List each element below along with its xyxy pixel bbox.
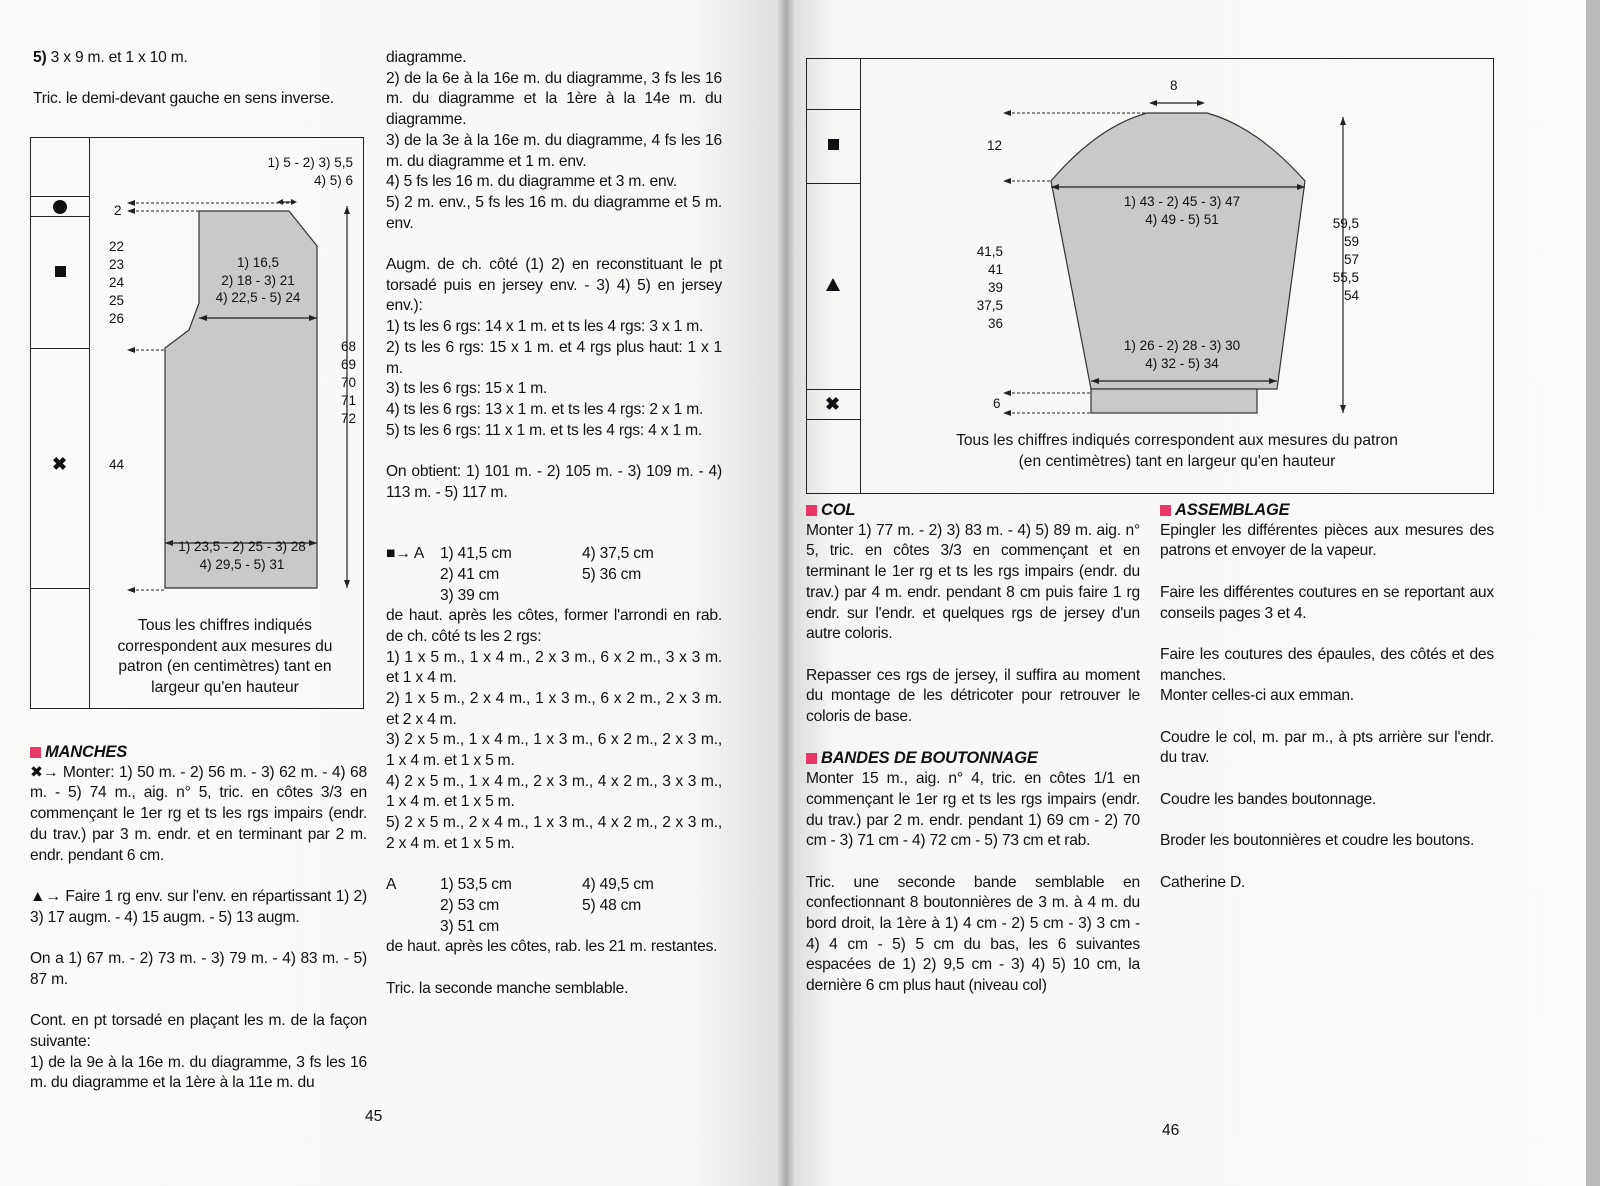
- label-12: 12: [987, 138, 1003, 153]
- bandes-p1: Monter 15 m., aig. n° 4, tric. en côtes 1/1 en commençant le 1er rg et ts les rgs impairs (endr. du trav.) par 2 m. endr. pendant 1) 69 cm - 2) 70 cm - 3) 71 cm - 4) 72 cm - 5) 73 cm et rab.: [806, 770, 1140, 850]
- bottom-width-label: 1) 23,5 - 2) 25 - 3) 28 4) 29,5 - 5) 31: [178, 539, 306, 572]
- col2-restantes: de haut. après les côtes, rab. les 21 m. restantes.: [386, 938, 718, 956]
- manches-p1: ✖→ Monter: 1) 50 m. - 2) 56 m. - 3) 62 m. - 4) 68 m. - 5) 74 m., aig. n° 5, tric. en côtes 3/3 en commençant le 1er rg et ts les rgs impairs (endr. du trav.) par 3 m. endr. et en terminant par 2 m. endr. pendant 6 cm.: [30, 763, 367, 864]
- manches-p5: 1) de la 9e à la 16e m. du diagramme, 3 fs les 16 m. du diagramme et la 1ère à la 11e m. du: [30, 1053, 367, 1092]
- book-edge: [1586, 0, 1600, 1186]
- front-diagram-box: [30, 137, 364, 709]
- label-6: 6: [993, 396, 1001, 411]
- signature: Catherine D.: [1160, 873, 1246, 891]
- left-top-line: 5) 3 x 9 m. et 1 x 10 m.: [33, 49, 188, 66]
- assemblage-p4: Monter celles-ci aux emman.: [1160, 687, 1354, 705]
- assemblage-p5: Coudre le col, m. par m., à pts arrière sur l'endr. du trav.: [1160, 728, 1494, 767]
- left-rows-label: 22 23 24 25 26: [109, 239, 125, 326]
- diagram-caption: Tous les chiffres indiqués correspondent aux mesures du patron (en centimètres) tant en largeur qu'en hauteur: [117, 617, 333, 697]
- col2-r3: 3) 2 x 5 m., 1 x 4 m., 1 x 3 m., 6 x 2 m., 2 x 3 m., 1 x 4 m. et 1 x 5 m.: [386, 731, 722, 770]
- col2-c4: 4) 5 fs les 16 m. du diagramme et 3 m. env.: [386, 173, 677, 191]
- col2-r2: 2) 1 x 5 m., 2 x 4 m., 1 x 3 m., 6 x 2 m., 2 x 3 m. et 2 x 4 m.: [386, 689, 722, 728]
- bandes-heading: BANDES DE BOUTONNAGE: [806, 748, 1140, 769]
- label-2: 2: [114, 203, 122, 218]
- col2-c5: 5) 2 m. env., 5 fs les 16 m. du diagramme et 5 m. env.: [386, 193, 722, 232]
- page-number-right: 46: [1162, 1122, 1180, 1139]
- manches-p2: ▲→ Faire 1 rg env. sur l'env. en répartissant 1) 2) 3) 17 augm. - 4) 15 augm. - 5) 13 augm.: [30, 887, 367, 926]
- cross-icon: ✖: [52, 454, 68, 474]
- label-8: 8: [1170, 78, 1178, 93]
- upper-width-label: 1) 43 - 2) 45 - 3) 47 4) 49 - 5) 51: [1123, 194, 1241, 227]
- section-marker-icon: [1160, 505, 1171, 516]
- col2-a1: 1) ts les 6 rgs: 14 x 1 m. et ts les 4 rgs: 3 x 1 m.: [386, 318, 704, 336]
- col2-arrondi: de haut. après les côtes, former l'arrondi en rab. de ch. côté ts les 2 rgs:: [386, 607, 722, 645]
- assemblage-p6: Coudre les bandes boutonnage.: [1160, 790, 1377, 808]
- col2-augm: Augm. de ch. côté (1) 2) en reconstituant le pt torsadé puis en jersey env. - 3) 4) 5) en jersey env.):: [386, 256, 722, 315]
- page-number-left: 45: [365, 1108, 383, 1125]
- col2-a2: 2) ts les 6 rgs: 15 x 1 m. et 4 rgs plus haut: 1 x 1 m.: [386, 338, 722, 377]
- assemblage-p2: Faire les différentes coutures en se reportant aux conseils pages 3 et 4.: [1160, 583, 1494, 622]
- sleeve-shape-svg: [807, 59, 1495, 495]
- assemblage-p7: Broder les boutonnières et coudre les boutons.: [1160, 832, 1475, 850]
- section-marker-icon: [806, 505, 817, 516]
- col2-c3: 3) de la 3e à la 16e m. du diagramme, 4 fs les 16 m. du diagramme et 1 m. env.: [386, 131, 722, 170]
- col2-r4: 4) 2 x 5 m., 1 x 4 m., 2 x 3 m., 4 x 2 m., 3 x 3 m., 1 x 4 m. et 1 x 5 m.: [386, 772, 722, 811]
- right-col1: [806, 500, 1140, 997]
- col2-c1: diagramme.: [386, 49, 467, 66]
- assemblage-p3: Faire les coutures des épaules, des côtés et des manches.: [1160, 645, 1494, 684]
- manches-section: [30, 742, 367, 1094]
- section-marker-icon: [30, 747, 41, 758]
- right-rows-label: 68 69 70 71 72: [341, 339, 357, 426]
- col2-a5: 5) ts les 6 rgs: 11 x 1 m. et ts les 4 rgs: 4 x 1 m.: [386, 421, 703, 439]
- right-rows-right: 59,5 59 57 55,5 54: [1332, 216, 1359, 303]
- col-heading: COL: [806, 500, 1140, 521]
- manches-p3: On a 1) 67 m. - 2) 73 m. - 3) 79 m. - 4) 83 m. - 5) 87 m.: [30, 950, 367, 988]
- lower-width-label: 1) 26 - 2) 28 - 3) 30 4) 32 - 5) 34: [1123, 338, 1241, 371]
- col-p1: Monter 1) 77 m. - 2) 3) 83 m. - 4) 5) 89 m. aig. n° 5, tric. en côtes 3/3 en commençant et en terminant le 1er rg et ts les rgs impairs (endr. du trav.) par 4 m. endr. pendant 8 cm puis faire 1 rg endr. sur l'endr. et quelques rgs de jersey d'un autre coloris.: [806, 521, 1140, 643]
- left-rows-right: 41,5 41 39 37,5 36: [976, 244, 1003, 331]
- left-intro: Tric. le demi-devant gauche en sens inverse.: [33, 90, 334, 107]
- hauteur-list-2: A 1) 53,5 cm 2) 53 cm 3) 51 cm 4) 49,5 cm 5) 48 cm: [386, 876, 654, 936]
- cross-icon: ✖: [825, 394, 841, 414]
- assemblage-heading: ASSEMBLAGE: [1160, 500, 1494, 521]
- label-44: 44: [109, 457, 125, 472]
- col2-c2: 2) de la 6e à la 16e m. du diagramme, 3 fs les 16 m. du diagramme et la 1ère à la 14e m. du diagramme.: [386, 69, 722, 129]
- section-marker-icon: [806, 753, 817, 764]
- col2-a3: 3) ts les 6 rgs: 15 x 1 m.: [386, 380, 548, 398]
- col2-r5: 5) 2 x 5 m., 2 x 4 m., 1 x 3 m., 4 x 2 m., 2 x 3 m., 2 x 4 m. et 1 x 5 m.: [386, 814, 722, 852]
- col-p2: Repasser ces rgs de jersey, il suffira au moment du montage de les détricoter pour retrouver le coloris de base.: [806, 666, 1140, 726]
- neck-label: 1) 5 - 2) 3) 5,5 4) 5) 6: [267, 155, 353, 188]
- width-label: 1) 16,5 2) 18 - 3) 21 4) 22,5 - 5) 24: [215, 255, 301, 305]
- hauteur-list: ■→ A 1) 41,5 cm 2) 41 cm 3) 39 cm 4) 37,5 cm 5) 36 cm: [386, 545, 654, 605]
- right-col2: [1160, 500, 1494, 893]
- col2-a4: 4) ts les 6 rgs: 13 x 1 m. et ts les 4 rgs: 2 x 1 m.: [386, 400, 704, 418]
- manches-p4: Cont. en pt torsadé en plaçant les m. de la façon suivante:: [30, 1012, 367, 1050]
- bandes-p2: Tric. une seconde bande semblable en confectionnant 8 boutonnières de 3 m. à 4 m. du bord droit, la 1ère à 1) 4 cm - 2) 5 cm - 3) 3 cm - 4) 4 cm - 5) 5 cm du bas, les 6 suivantes espacées de 1) 2) 9,5 cm - 3) 4) 5) 10 cm, la dernière 6 cm plus haut (niveau col): [806, 873, 1140, 995]
- left-col2: [386, 48, 722, 999]
- manches-heading: MANCHES: [30, 742, 367, 763]
- col2-r1: 1) 1 x 5 m., 1 x 4 m., 2 x 3 m., 6 x 2 m., 3 x 3 m. et 1 x 4 m.: [386, 648, 722, 687]
- sleeve-diagram-box: [806, 58, 1494, 494]
- col2-obtient: On obtient: 1) 101 m. - 2) 105 m. - 3) 109 m. - 4) 113 m. - 5) 117 m.: [386, 463, 722, 501]
- sleeve-caption: Tous les chiffres indiqués correspondent aux mesures du patron (en centimètres) tant en largeur qu'en hauteur: [956, 432, 1398, 470]
- book-gutter: [776, 0, 796, 1186]
- assemblage-p1: Epingler les différentes pièces aux mesures des patrons et envoyer de la vapeur.: [1160, 521, 1494, 560]
- col2-seconde: Tric. la seconde manche semblable.: [386, 979, 629, 997]
